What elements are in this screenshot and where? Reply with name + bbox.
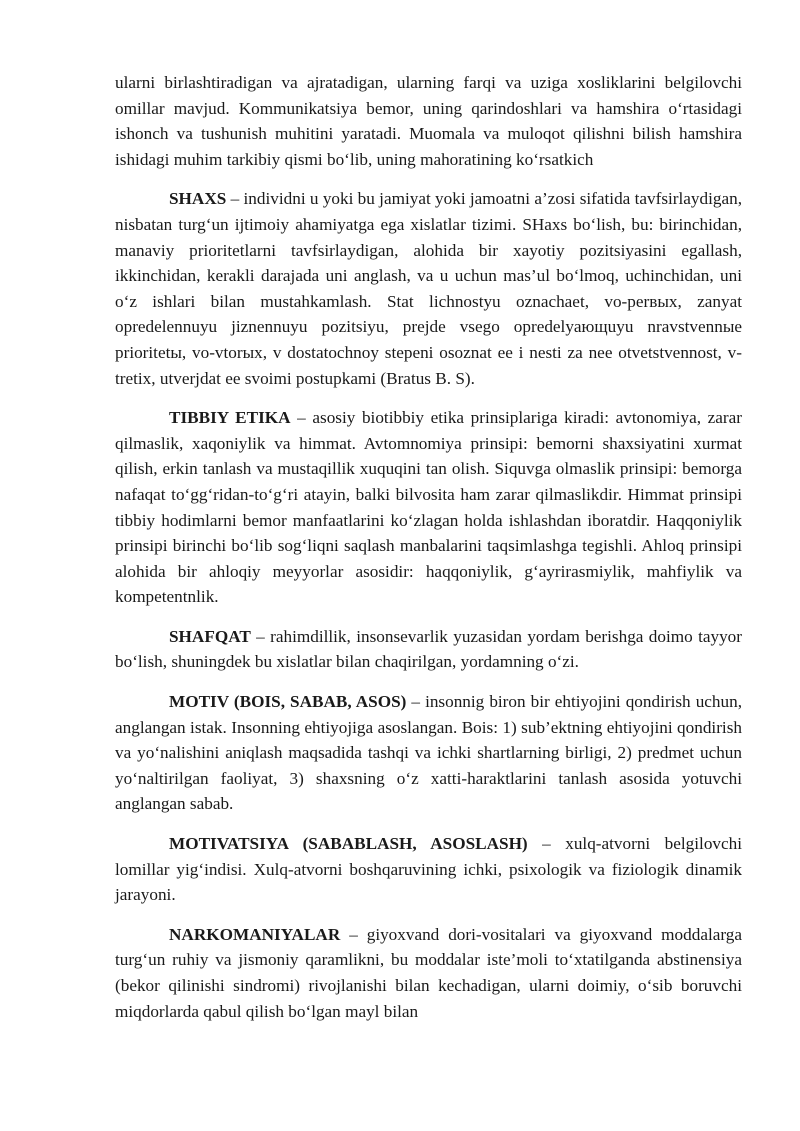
glossary-entry-motiv — [115, 689, 742, 817]
glossary-definition: – giyoxvand dori-vositalari va giyoxvand moddalarga turg‘un ruhiy va jismoniy qaramlikni, bu moddalar iste’moli to‘xtatilganda abstinensiya (bekor qilinishi sindromi) rivojlanishi bilan kechadigan, ularni doimiy, o‘sib boruvchi miqdorlarda qabul qilish bo‘lgan mayl bilan — [115, 924, 742, 1021]
glossary-term: MOTIV (BOIS, SABAB, ASOS) — [169, 692, 407, 712]
glossary-entry-shafqat — [115, 624, 742, 675]
glossary-term: SHAFQAT — [169, 626, 251, 646]
glossary-definition: – rahimdillik, insonsevarlik yuzasidan yordam berishga doimo tayyor bo‘lish, shuningdek bu xislatlar bilan chaqirilgan, yordamning o‘zi. — [115, 626, 742, 672]
glossary-entry-tibbiy-etika — [115, 405, 742, 610]
glossary-term: NARKOMANIYALAR — [169, 924, 341, 944]
paragraph-continuation — [115, 70, 742, 172]
glossary-definition: – individni u yoki bu jamiyat yoki jamoatni a’zosi sifatida tavfsirlaydigan, nisbatan turg‘un ijtimoiy ahamiyatga ega xislatlar tizimi. SHaxs bo‘lish, bu: birinchidan, manaviy prioritetlarni tavfsirlaydigan, alohida bir xayotiy pozitsiyasini egallash, ikkinchidan, kerakli darajada uni anglash, va u uchun mas’ul bo‘lmoq, uchinchidan, uni o‘z ishlari bilan mustahkamlash. Stat lichnostyu oznachaet, vo-perвых, zanyat opredelennuyu jiznennuyu pozitsiyu, prejde vsego opredelyaющuyu nravstvennыe prioritetы, vo-vtorых, v dostatochnoy stepeni osoznat ee i nesti za nee otvetstvennost, v-tretix, utverjdat ee svoimi postupkami (Bratus B. S). — [115, 189, 742, 388]
glossary-entry-shaxs — [115, 186, 742, 391]
document-body — [115, 70, 742, 1038]
glossary-term: MOTIVATSIYA (SABABLASH, ASOSLASH) — [169, 834, 528, 854]
paragraph-text: ularni birlashtiradigan va ajratadigan, ularning farqi va uziga xosliklarini belgilovchi omillar mavjud. Kommunikatsiya bemor, uning qarindoshlari va hamshira o‘rtasidagi ishonch va tushunish muhitini yaratadi. Muomala va muloqot qilishni bilish hamshira ishidagi muhim tarkibiy qismi bo‘lib, uning mahoratining ko‘rsatkich — [115, 73, 742, 169]
glossary-definition: – insonnig biron bir ehtiyojini qondirish uchun, anglangan istak. Insonning ehtiyojiga asoslangan. Bois: 1) sub’ektning ehtiyojini qondirish va yo‘nalishini aniqlash maqsadida tashqi va ichki shartlarning birligi, 2) predmet uchun yo‘naltirilgan faoliyat, 3) shaxsning o‘z xatti-haraktlarini tanlash asosida yotuvchi anglangan sabab. — [115, 692, 742, 814]
glossary-definition: – asosiy biotibbiy etika prinsiplariga kiradi: avtonomiya, zarar qilmaslik, xaqoniylik va himmat. Avtomnomiya prinsipi: bemorni shaxsiyatini xurmat qilish, erkin tanlash va mustaqillik xuquqini tan olish. Siquvga olmaslik prinsipi: bemorga nafaqat to‘gg‘ridan-to‘g‘ri atayin, balki bilvosita ham zarar qilmaslikdir. Himmat prinsipi tibbiy hodimlarni bemor manfaatlarini ko‘zlagan holda ishlashdan iboratdir. Haqqoniylik prinsipi birinchi bo‘lib sog‘liqni saqlash manbalarini taqsimlashga tegishli. Ahloq prinsipi alohida bir ahloqiy meyyorlar asosidir: haqqoniylik, g‘ayrirasmiylik, mahfiylik va kompetentnlik. — [115, 408, 742, 607]
glossary-entry-narkomaniyalar — [115, 922, 742, 1024]
glossary-term: TIBBIY ETIKA — [169, 408, 291, 428]
glossary-definition: – xulq-atvorni belgilovchi lomillar yig‘indisi. Xulq-atvorni boshqaruvining ichki, psixologik va fiziologik dinamik jarayoni. — [115, 834, 743, 905]
glossary-term: SHAXS — [169, 189, 227, 209]
glossary-entry-motivatsiya — [115, 831, 742, 908]
